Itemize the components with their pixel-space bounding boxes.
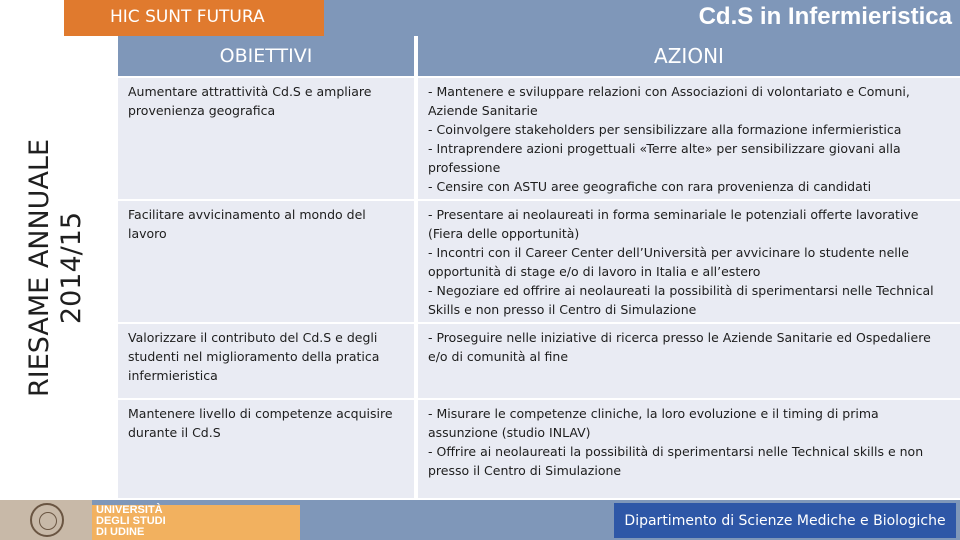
action-item: - Mantenere e sviluppare relazioni con Associazioni di volontariato e Comuni, Aziende Sanitarie (428, 84, 910, 118)
university-logo-line3: DI UDINE (96, 526, 145, 538)
header-tab-label: HIC SUNT FUTURA (110, 7, 265, 27)
table-row-4-actions (418, 400, 960, 498)
table-row-3-actions (418, 324, 960, 398)
university-logo (96, 505, 166, 538)
table-row-1-objective: Aumentare attrattività Cd.S e ampliare provenienza geografica (118, 78, 414, 199)
action-item: - Negoziare ed offrire ai neolaureati la possibilità di sperimentarsi nelle Technical Skills e non presso il Centro di Simulazione (428, 283, 934, 317)
page-title: Cd.S in Infermieristica (698, 3, 952, 30)
header-tab-hic-sunt-futura (64, 0, 324, 36)
action-item: - Offrire ai neolaureati la possibilità di sperimentarsi nelle Technical skills e non presso il Centro di Simulazione (428, 444, 924, 478)
column-header-azioni: AZIONI (418, 36, 960, 76)
table-row-2-actions (418, 201, 960, 322)
side-label-line2: 2014/15 (56, 211, 87, 325)
action-item: - Presentare ai neolaureati in forma seminariale le potenziali offerte lavorative (Fiera delle opportunità) (428, 207, 919, 241)
action-item: - Incontri con il Career Center dell’Università per avvicinare lo studente nelle opportunità di stage e/o di lavoro in Italia e all’estero (428, 245, 909, 279)
table-row-2-objective: Facilitare avvicinamento al mondo del lavoro (118, 201, 414, 322)
side-label-line1: RIESAME ANNUALE (24, 138, 55, 398)
action-item: - Misurare le competenze cliniche, la loro evoluzione e il timing di prima assunzione (studio INLAV) (428, 406, 879, 440)
action-item: - Proseguire nelle iniziative di ricerca presso le Aziende Sanitarie ed Ospedaliere e/o di comunità al fine (428, 330, 931, 364)
column-header-obiettivi: OBIETTIVI (118, 36, 414, 76)
university-seal-icon (30, 503, 64, 537)
header-title-bar (324, 0, 960, 36)
university-logo-line2: DEGLI STUDI (96, 515, 166, 527)
table-row-3-objective: Valorizzare il contributo del Cd.S e degli studenti nel miglioramento della pratica infermieristica (118, 324, 414, 398)
action-item: - Coinvolgere stakeholders per sensibilizzare alla formazione infermieristica (428, 122, 902, 137)
side-label (0, 36, 112, 498)
action-item: - Intraprendere azioni progettuali «Terre alte» per sensibilizzare giovani alla professione (428, 141, 901, 175)
action-item: - Censire con ASTU aree geografiche con rara provenienza di candidati (428, 179, 872, 194)
table-row-1-actions (418, 78, 960, 199)
department-label: Dipartimento di Scienze Mediche e Biologiche (614, 503, 956, 538)
university-logo-line1: UNIVERSITÀ (96, 504, 163, 516)
table-row-4-objective: Mantenere livello di competenze acquisire durante il Cd.S (118, 400, 414, 498)
